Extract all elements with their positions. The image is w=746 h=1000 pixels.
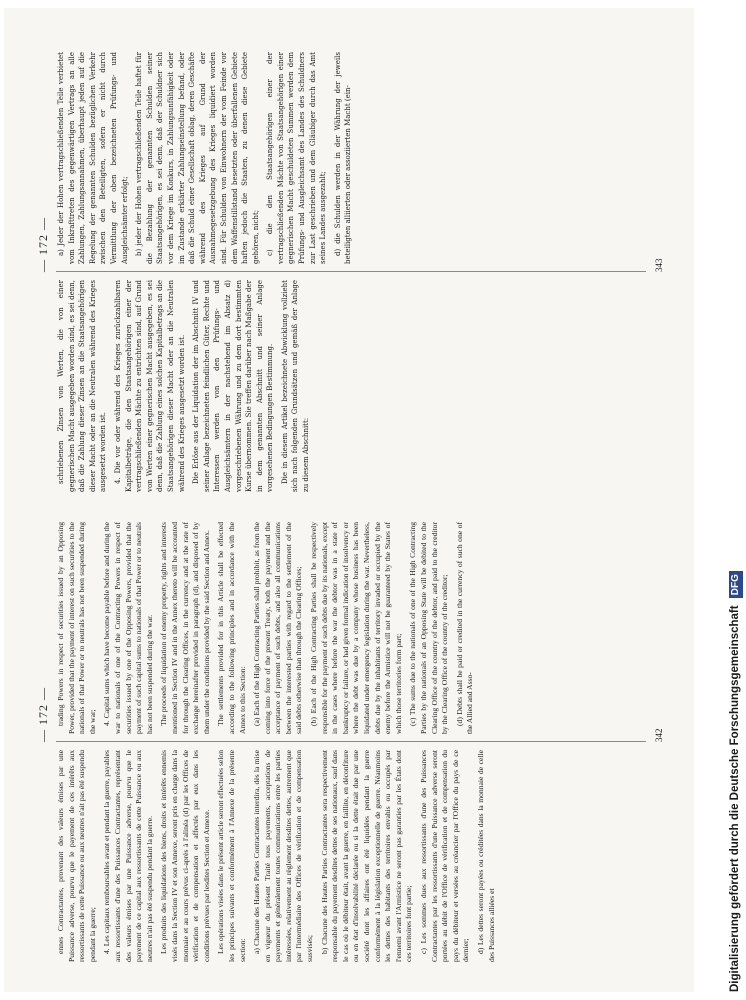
- digitization-credit: [724, 0, 746, 1000]
- paragraph: The proceeds of liquidation of enemy property, rights and interests mentioned in Section IV and in the Annex thereto will be accounted for through the Clearing Offices, in the currency and at the rate of exchange hereinafter provided in paragraph (d), and disposed of by them under the conditions provided by the said Section and Annex.: [159, 522, 211, 734]
- paragraph: 4. Les capitaux remboursables avant et pendant la guerre, payables aux ressortissants d'une des Puissances Contractantes, représentant des valeurs émises par une Puissance adverse, pourvu que le payement de ce capital aux ressortissants de cette Puissance ou aux neutres n'ait pas été suspendu pendant la guerre.: [102, 750, 154, 962]
- column-divider: [56, 741, 646, 742]
- left-page-number: 342: [654, 728, 664, 742]
- paragraph: (a) Each of the High Contracting Parties shall prohibit, as from the coming into force of the present Treaty, both the payment and the acceptance of payment of such debts, and also all communications between the interested parties with regard to the settlement of the said debts otherwise than through the Clearing Offices;: [252, 522, 304, 734]
- paragraph: d) die Schulden werden in der Währung der jeweils beteiligten alliierten oder assoziierten Macht (ein-: [333, 52, 353, 264]
- paragraph: (d) Debts shall be paid or credited in the currency of such one of the Allied and Asso-: [454, 522, 475, 734]
- document-spread: [4, 8, 694, 992]
- paragraph: Die in diesem Artikel bezeichnete Abwicklung vollzieht sich nach folgenden Grundsätzen und gemäß der Anlage zu diesem Abschnitt:: [280, 280, 311, 492]
- paragraph: ennes Contractantes, provenant des valeurs émises par une Puissance adverse, pourvu que le payement de ces intérêts aux ressortissants de cette Puissance ou aux neutres n'ait pas été suspendu pendant la guerre;: [56, 750, 97, 962]
- column-divider: [56, 271, 646, 272]
- right-page-number: 343: [654, 258, 664, 272]
- digitization-credit-text: Digitalisierung gefördert durch die Deutsche Forschungsgemeinschaft: [729, 605, 741, 992]
- right-page-german-column-2: [56, 52, 646, 264]
- paragraph: 4. Capital sums which have become payable before and during the war to nationals of one of the Contracting Powers in respect of securities issued by one of the Opposing Powers, provided that the payment of such capital sums to nationals of that Power or to neutrals has not been suspended during the war.: [102, 522, 154, 734]
- paragraph: 4. Die vor oder während des Krieges zurückzahlbaren Kapitalbeträge, die den Staatsangehörigen einer der vertragschließenden Mächte zu entrichten sind, auf Grund von Werten einer gegnerischen Macht ausgegeben, es sei denn, daß die Zahlung eines solchen Kapitalbetrags an die Staatsangehörigen dieser Macht oder an die Neutralen während des Krieges ausgesetzt worden ist.: [113, 280, 186, 492]
- scanned-document: [4, 8, 694, 992]
- paragraph: (c) The sums due to the nationals of one of the High Contracting Parties by the nationals of an Opposing State will be debited to the Clearing Office of the country of the debtor, and paid to the creditor by the Clearing Office of the country of the creditor;: [408, 522, 450, 734]
- paragraph: b) jeder der Hohen vertragschließenden Teile haftet für die Bezahlung der genannten Schulden seiner Staatsangehörigen, es sei denn, daß der Schuldner sich vor dem Kriege im Konkurs, in Zahlungsunfähigkeit oder im Zustande erklärter Zahlungseinstellung befand, oder daß die Schuld einer Gesellschaft oblag, deren Geschäfte während des Krieges auf Grund der Ausnahmegesetzgebung des Krieges liquidiert worden sind. Für Schulden von Einwohnern der vom Feinde vor dem Waffenstillstand besetzten oder überfallenen Gebiete haften jedoch die Staaten, zu denen diese Gebiete gehören, nicht;: [135, 52, 260, 264]
- left-page-header: — 172 —: [36, 687, 50, 742]
- paragraph: Die Erlöse aus der Liquidation der im Abschnitt IV und seiner Anlage bezeichneten feindlichen Güter, Rechte und Interessen werden von den Prüfungs- und Ausgleichsämtern in der nachstehend im Absatz d) vorgeschriebenen Währung und zu dem dort bestimmten Kurse übernommen. Sie treffen darüber nach Maßgabe der in dem genannten Abschnitt und seiner Anlage vorgesehenen Bedingungen Bestimmung.: [192, 280, 275, 492]
- paragraph: schriebenen Zinsen von Werten, die von einer gegnerischen Macht ausgegeben worden sind, es sei denn, daß die Zahlung dieser Zinsen an die Staatsangehörigen dieser Macht oder an die Neutralen während des Krieges ausgesetzt worden ist.: [57, 280, 108, 492]
- digitization-credit-sidebar: [702, 0, 741, 1000]
- left-page-french-column: [56, 750, 646, 962]
- dfg-logo: DFG: [729, 571, 743, 598]
- paragraph: Les produits des liquidations des biens, droits et intérêts ennemis visés dans la Section IV et son Annexe, seront pris en charge dans la monnaie et au cours prévus ci-après à l'alinéa (d) par les Offices de vérification et de compensation et affectés par eux dans les conditions prévues par lesdites Section et Annexe.: [159, 750, 211, 962]
- left-page-english-column: [56, 522, 646, 734]
- paragraph: trading Powers in respect of securities issued by an Opposing Power, provided that the payment of interest on such securities to the nationals of that Power or to neutrals has not been suspended during the war;: [56, 522, 97, 734]
- paragraph: (b) Each of the High Contracting Parties shall be respectively responsible for the payment of such debts due by its nationals, except in the cases where before the war the debtor was in a state of bankruptcy or failure, or had given formal indication of insolvency or where the debt was due by a company whose business has been liquidated under emergency legislation during the war. Nevertheless, debts due by the inhabitants of territory invaded or occupied by the enemy before the Armistice will not be guaranteed by the States of which those territories form part;: [309, 522, 403, 734]
- right-page-header: — 172 —: [36, 217, 50, 272]
- right-page-german-column-1: [56, 280, 646, 492]
- paragraph: c) Les sommes dues aux ressortissants d'une des Puissances Contractantes par les ressortissants d'une Puissance adverse seront portées au débit de l'Office de vérification et de compensation du pays du débiteur et versées au créancier par l'Office du pays de ce dernier;: [419, 750, 471, 962]
- paragraph: c) die den Staatsangehörigen einer der vertragschließenden Mächte von Staatsangehörigen einer gegnerischen Macht geschuldeten Summen werden dem Prüfungs- und Ausgleichsamt des Landes des Schuldners zur Last geschrieben und dem Gläubiger durch das Amt seines Landes ausgezahlt;: [266, 52, 328, 264]
- paragraph: d) Les dettes seront payées ou créditées dans la monnaie de celle des Puissances alliées et: [475, 750, 496, 962]
- paragraph: The settlements provided for in this Article shall be effected according to the following principles and in accordance with the Annex to this Section:: [216, 522, 247, 734]
- paragraph: a) Jeder der Hohen vertragschließenden Teile verbietet vom Inkrafttreten des gegenwärtigen Vertrags an alle Zahlungen, Zahlungsannahmen, überhaupt jeden auf die Regelung der genannten Schulden bezüglichen Verkehr zwischen den Beteiligten, sofern er nicht durch Vermittlung der oben bezeichneten Prüfungs- und Ausgleichsämter erfolgt;: [57, 52, 129, 264]
- paragraph: a) Chacune des Hautes Parties Contractantes interdira, dès la mise en vigueur du présent Traité tous payements, acceptations de payements et généralement toutes communications entre les parties intéressées, relativement au règlement desdites dettes, autrement que par l'intermédiaire des Offices de vérification et de compensation susvisés;: [252, 750, 315, 962]
- paragraph: Les opérations visées dans le présent article seront effectuées selon les principes suivants et conformément à l'Annexe de la présente section:: [216, 750, 247, 962]
- paragraph: b) Chacune des Hautes Parties Contractantes sera respectivement responsable du payement desdites dettes de ses nationaux, sauf dans le cas où le débiteur était, avant la guerre, en faillite, en déconfiture ou en état d'insolvabilité déclarée ou si la dette était due par une société dont les affaires ont été liquidées pendant la guerre conformément à la législation exceptionnelle de guerre. Néanmoins les dettes des habitants des territoires envahis ou occupés par l'ennemi avant l'Armistice ne seront pas garanties par les États dont ces territoires font partie;: [319, 750, 414, 962]
